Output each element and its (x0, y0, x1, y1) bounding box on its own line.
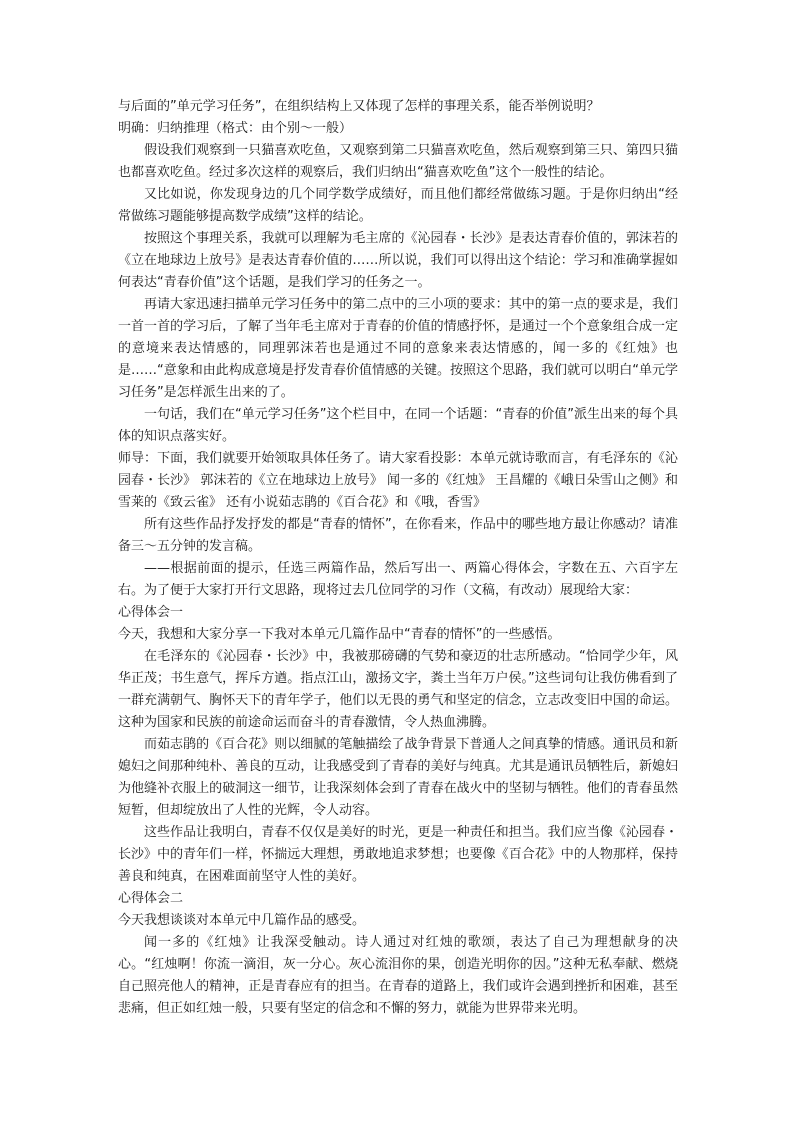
paragraph-4: 又比如说，你发现身边的几个同学数学成绩好，而且他们都经常做练习题。于是你归纳出“经常做练习题能够提高数学成绩”这样的结论。 (118, 187, 678, 224)
heading-reflection-2: 心得体会二 (118, 891, 184, 906)
paragraph-1: 与后面的”单元学习任务”，在组织结构上又体现了怎样的事理关系，能否举例说明？ (118, 99, 600, 114)
paragraph-5: 按照这个事理关系，我就可以理解为毛主席的《沁园春・长沙》是表达青春价值的，郭沫若的《立在地球边上放号》是表达青春价值的……所以说，我们可以得出这个结论：学习和准确掌握如何表达“青春价值”这个话题，是我们学习的任务之一。 (118, 231, 678, 290)
paragraph-6: 再请大家迅速扫描单元学习任务中的第二点中的三小项的要求：其中的第一点的要求是，我们一首一首的学习后，了解了当年毛主席对于青春的价值的情感抒怀，是通过一个个意象组合成一定的意境来表达情感的，同理郭沫若也是通过不同的意象来表达情感的，闻一多的《红烛》也是……“意象和由此构成意境是抒发青春价值情感的关键。按照这个思路，我们就可以明白“单元学习任务”是怎样派生出来的了。 (118, 297, 678, 400)
paragraph-8: 师导：下面，我们就要开始领取具体任务了。请大家看投影：本单元就诗歌而言，有毛泽东的《沁园春・长沙》 郭沫若的《立在地球边上放号》 闻一多的《红烛》 王昌耀的《峨日朵雪山之侧》和雪莱的《致云雀》 还有小说茹志鹃的《百合花》和《哦，香雪》 (118, 451, 678, 510)
paragraph-2: 明确：归纳推理（格式：由个别～一般） (118, 121, 353, 136)
paragraph-9: 所有这些作品抒发抒发的都是“青春的情怀”，在你看来，作品中的哪些地方最让你感动？请准备三～五分钟的发言稿。 (118, 517, 678, 554)
paragraph-15: 这些作品让我明白，青春不仅仅是美好的时光，更是一种责任和担当。我们应当像《沁园春・长沙》中的青年们一样，怀揣远大理想，勇敢地追求梦想；也要像《百合花》中的人物那样，保持善良和纯真，在困难面前坚守人性的美好。 (118, 825, 678, 884)
paragraph-13: 在毛泽东的《沁园春・长沙》中，我被那磅礴的气势和豪迈的壮志所感动。“恰同学少年，风华正茂；书生意气，挥斥方遒。指点江山，激扬文字，粪土当年万户侯。”这些词句让我仿佛看到了一群充满朝气、胸怀天下的青年学子，他们以无畏的勇气和坚定的信念，立志改变旧中国的命运。这种为国家和民族的前途命运而奋斗的青春激情，令人热血沸腾。 (118, 649, 678, 730)
paragraph-3: 假设我们观察到一只猫喜欢吃鱼，又观察到第二只猫喜欢吃鱼，然后观察到第三只、第四只猫也都喜欢吃鱼。经过多次这样的观察后，我们归纳出“猫喜欢吃鱼”这个一般性的结论。 (118, 143, 678, 180)
paragraph-12: 今天，我想和大家分享一下我对本单元几篇作品中“青春的情怀”的一些感悟。 (118, 627, 561, 642)
heading-reflection-1: 心得体会一 (118, 605, 184, 620)
paragraph-17: 今天我想谈谈对本单元中几篇作品的感受。 (118, 913, 366, 928)
paragraph-18: 闻一多的《红烛》让我深受触动。诗人通过对红烛的歌颂，表达了自己为理想献身的决心。“红烛啊！你流一滴泪，灰一分心。灰心流泪你的果，创造光明你的因。”这种无私奉献、燃烧自己照亮他人的精神，正是青春应有的担当。在青春的道路上，我们或许会遇到挫折和困难，甚至悲痛，但正如红烛一般，只要有坚定的信念和不懈的努力，就能为世界带来光明。 (118, 935, 678, 1016)
paragraph-10: ——根据前面的提示，任选三两篇作品，然后写出一、两篇心得体会，字数在五、六百字左右。为了便于大家打开行文思路，现将过去几位同学的习作（文稿，有改动）展现给大家： (118, 561, 678, 598)
document-page (118, 96, 678, 1020)
paragraph-14: 而茹志鹃的《百合花》则以细腻的笔触描绘了战争背景下普通人之间真挚的情感。通讯员和新媳妇之间那种纯朴、善良的互动，让我感受到了青春的美好与纯真。尤其是通讯员牺牲后，新媳妇为他缝补衣服上的破洞这一细节，让我深刻体会到了青春在战火中的坚韧与牺牲。他们的青春虽然短暂，但却绽放出了人性的光辉，令人动容。 (118, 737, 678, 818)
paragraph-7: 一句话，我们在“单元学习任务”这个栏目中，在同一个话题：“青春的价值”派生出来的每个具体的知识点落实好。 (118, 407, 678, 444)
